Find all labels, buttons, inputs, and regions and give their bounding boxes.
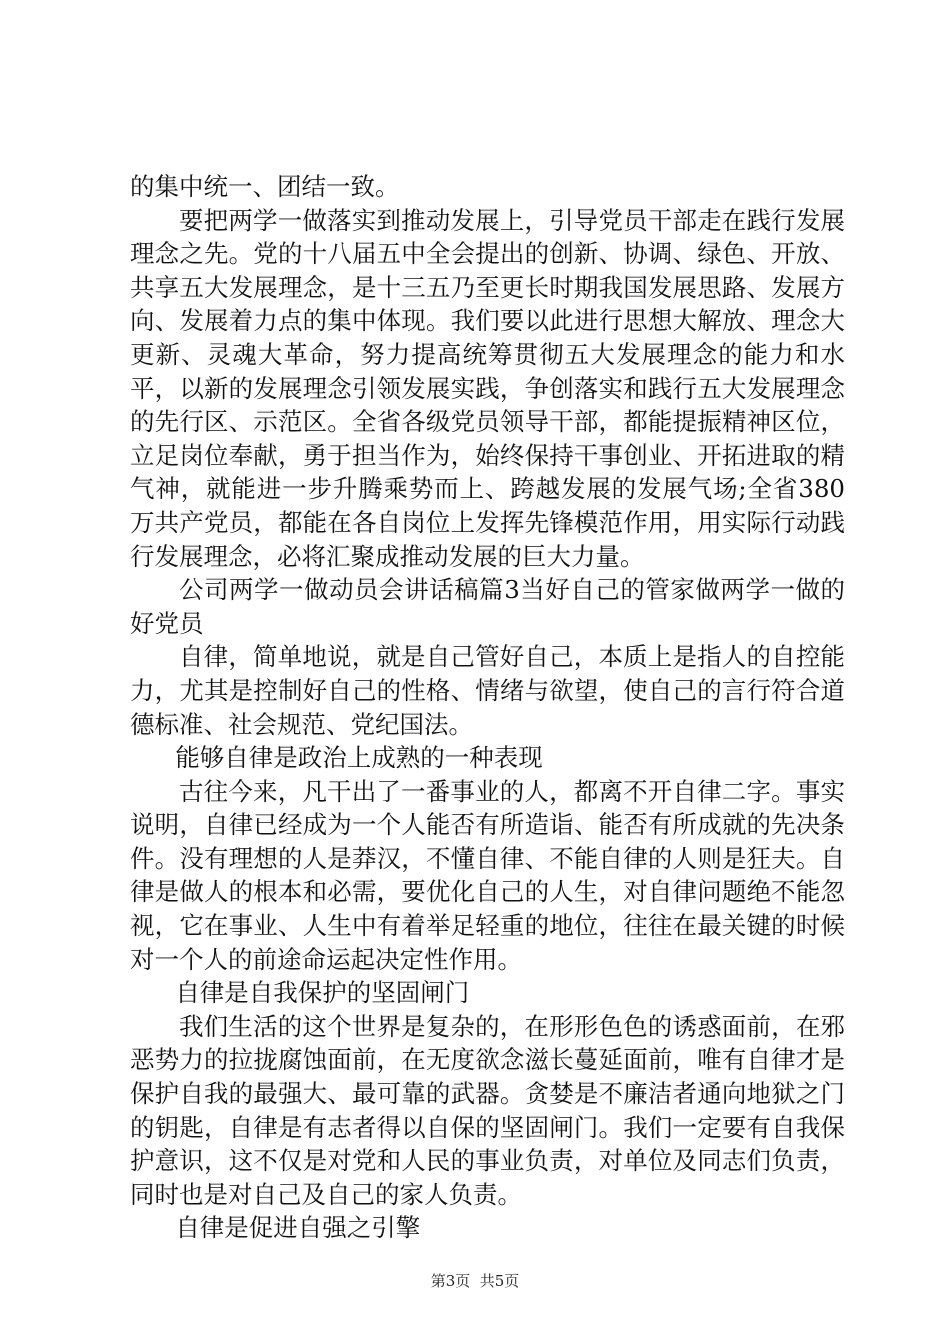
- heading-self-protection: 自律是自我保护的坚固闸门: [175, 978, 470, 1008]
- page-number-footer: 第3页 共5页: [430, 1272, 520, 1290]
- paragraph-self-discipline-definition: 自律，简单地说，就是自己管好自己，本质上是指人的自控能力，尤其是控制好自己的性格、情绪与欲望，使自己的言行符合道德标准、社会规范、党纪国法。: [130, 642, 845, 739]
- paragraph-continuation: 的集中统一、团结一致。: [130, 172, 400, 201]
- paragraph-self-protection: 我们生活的这个世界是复杂的，在形形色色的诱惑面前，在邪恶势力的拉拢腐蚀面前，在无度欲念滋长蔓延面前，唯有自律才是保护自我的最强大、最可靠的武器。贪婪是不廉洁者通向地狱之门的钥匙，自律是有志者得以自保的坚固闸门。我们一定要有自我保护意识，这不仅是对党和人民的事业负责，对单位及同志们负责，同时也是对自己及自己的家人负责。: [130, 1011, 845, 1209]
- heading-political-maturity: 能够自律是政治上成熟的一种表现: [175, 743, 543, 773]
- paragraph-development-concept: 要把两学一做落实到推动发展上，引导党员干部走在践行发展理念之先。党的十八届五中全会提出的创新、协调、绿色、开放、共享五大发展理念，是十三五乃至更长时期我国发展思路、发展方向、发展着力点的集中体现。我们要以此进行思想大解放、理念大更新、灵魂大革命，努力提高统筹贯彻五大发展理念的能力和水平，以新的发展理念引领发展实践，争创落实和践行五大发展理念的先行区、示范区。全省各级党员领导干部，都能提振精神区位，立足岗位奉献，勇于担当作为，始终保持干事创业、开拓进取的精气神，就能进一步升腾乘势而上、跨越发展的发展气场;全省380万共产党员，都能在各自岗位上发挥先锋模范作用，用实际行动践行发展理念，必将汇聚成推动发展的巨大力量。: [130, 205, 845, 571]
- document-body: [130, 170, 845, 1245]
- heading-self-strengthening: 自律是促进自强之引擎: [175, 1213, 421, 1243]
- paragraph-speech-title: 公司两学一做动员会讲话稿篇3当好自己的管家做两学一做的好党员: [130, 575, 845, 638]
- paragraph-political-maturity: 古往今来，凡干出了一番事业的人，都离不开自律二字。事实说明，自律已经成为一个人能否有所造诣、能否有所成就的先决条件。没有理想的人是莽汉，不懂自律、不能自律的人则是狂夫。自律是做人的根本和必需，要优化自己的人生，对自律问题绝不能忽视，它在事业、人生中有着举足轻重的地位，往往在最关键的时候对一个人的前途命运起决定性作用。: [130, 776, 845, 974]
